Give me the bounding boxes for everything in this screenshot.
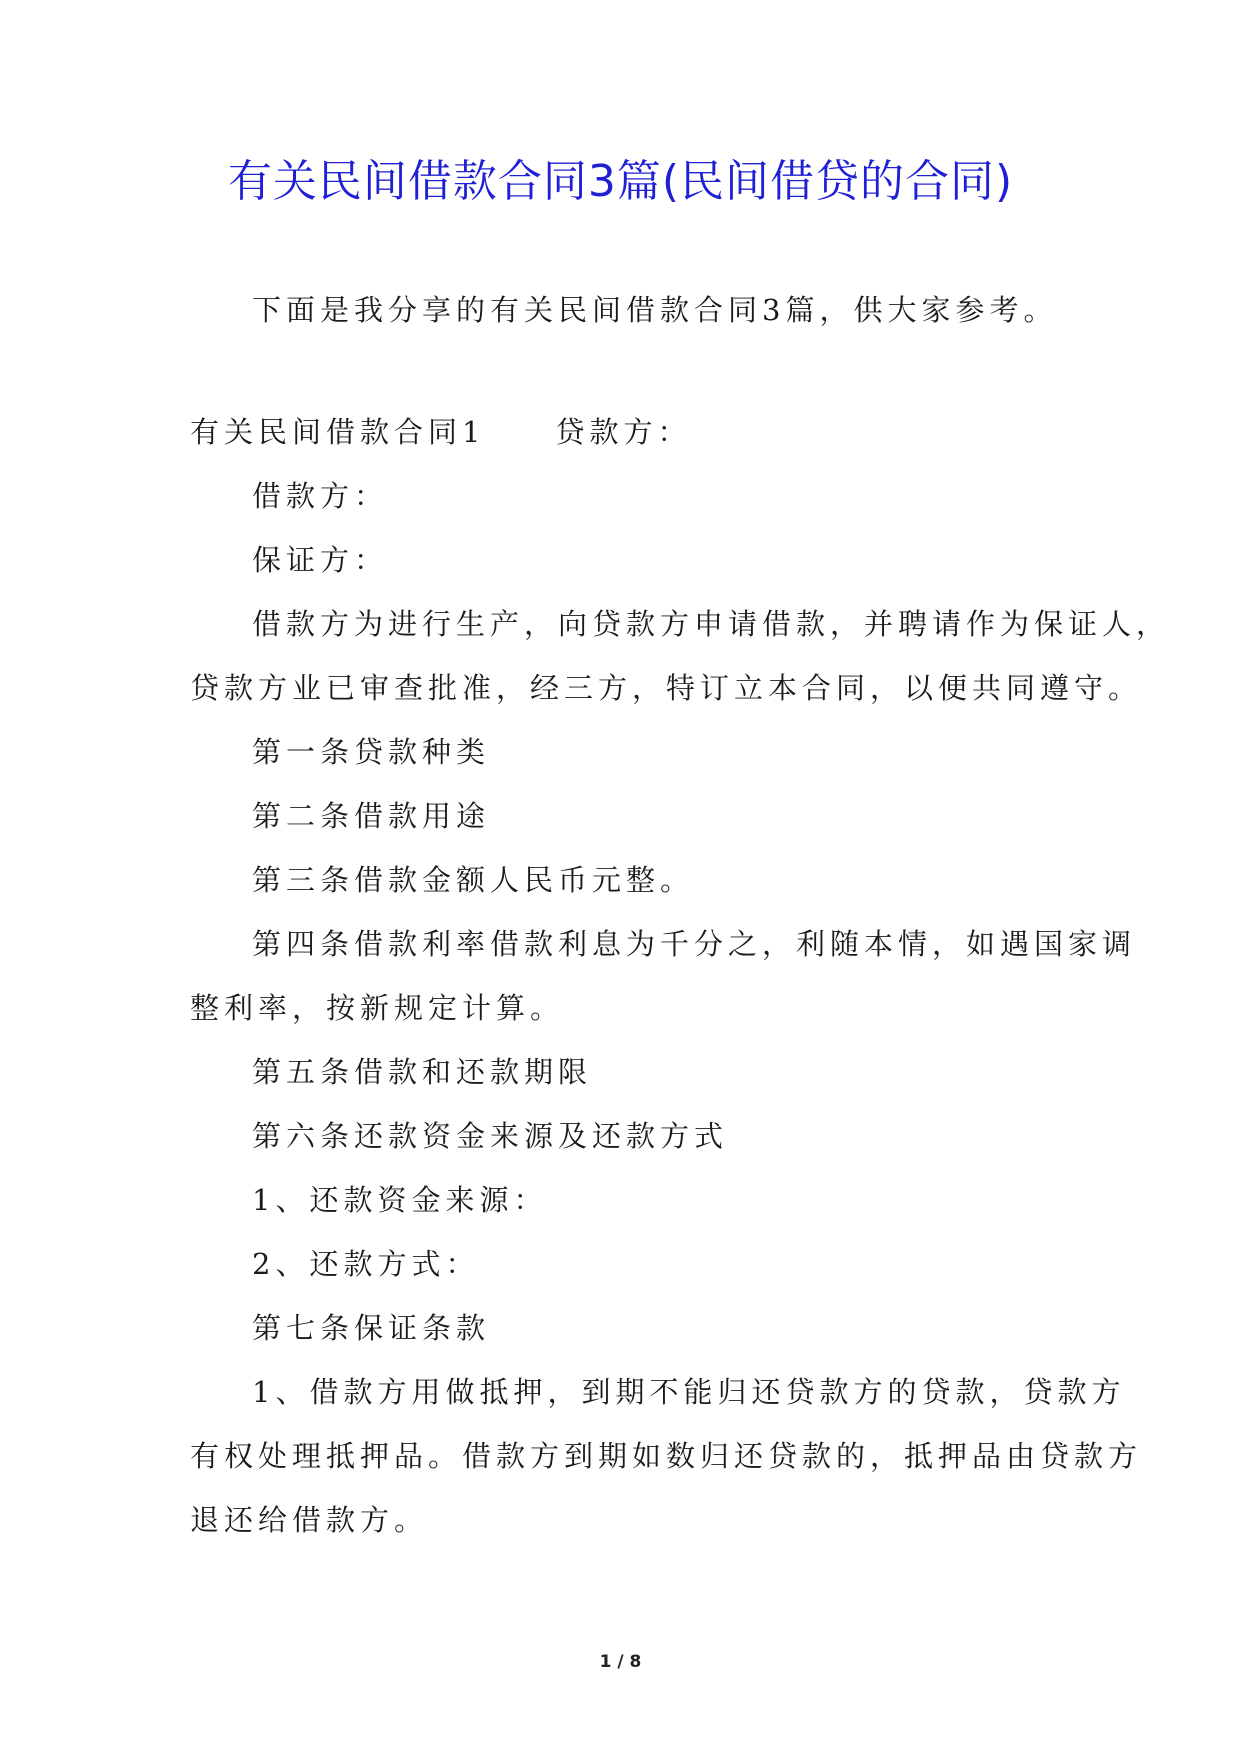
- document-title: 有关民间借款合同3篇(民间借贷的合同): [227, 156, 1014, 207]
- preamble-line-1: 借款方为进行生产，向贷款方申请借款，并聘请作为保证人，: [252, 607, 1171, 641]
- guarantor-label: 保证方：: [252, 543, 389, 577]
- article-7: 第七条保证条款: [252, 1311, 491, 1345]
- article-6-item-2: 2、还款方式：: [252, 1247, 480, 1281]
- article-1: 第一条贷款种类: [252, 735, 491, 769]
- article-7-item-1-line-1: 1、借款方用做抵押，到期不能归还贷款方的贷款，贷款方: [252, 1375, 1126, 1409]
- article-6-item-1: 1、还款资金来源：: [252, 1183, 548, 1217]
- intro-paragraph: 下面是我分享的有关民间借款合同3篇，供大家参考。: [252, 293, 1058, 327]
- article-7-item-1-line-2: 有权处理抵押品。借款方到期如数归还贷款的，抵押品由贷款方: [190, 1439, 1143, 1473]
- article-4-line-2: 整利率，按新规定计算。: [190, 991, 565, 1025]
- article-5: 第五条借款和还款期限: [252, 1055, 593, 1089]
- article-3: 第三条借款金额人民币元整。: [252, 863, 695, 897]
- section1-heading-line: [190, 412, 691, 452]
- article-2: 第二条借款用途: [252, 799, 491, 833]
- preamble-line-2: 贷款方业已审查批准，经三方，特订立本合同，以便共同遵守。: [190, 671, 1143, 705]
- section1-heading: 有关民间借款合同1: [190, 415, 486, 449]
- borrower-label: 借款方：: [252, 479, 389, 513]
- page-number: 1 / 8: [599, 1652, 642, 1672]
- article-7-item-1-line-3: 退还给借款方。: [190, 1503, 429, 1537]
- lender-label: 贷款方：: [555, 415, 692, 449]
- article-4-line-1: 第四条借款利率借款利息为千分之，利随本情，如遇国家调: [252, 927, 1137, 961]
- article-6: 第六条还款资金来源及还款方式: [252, 1119, 729, 1153]
